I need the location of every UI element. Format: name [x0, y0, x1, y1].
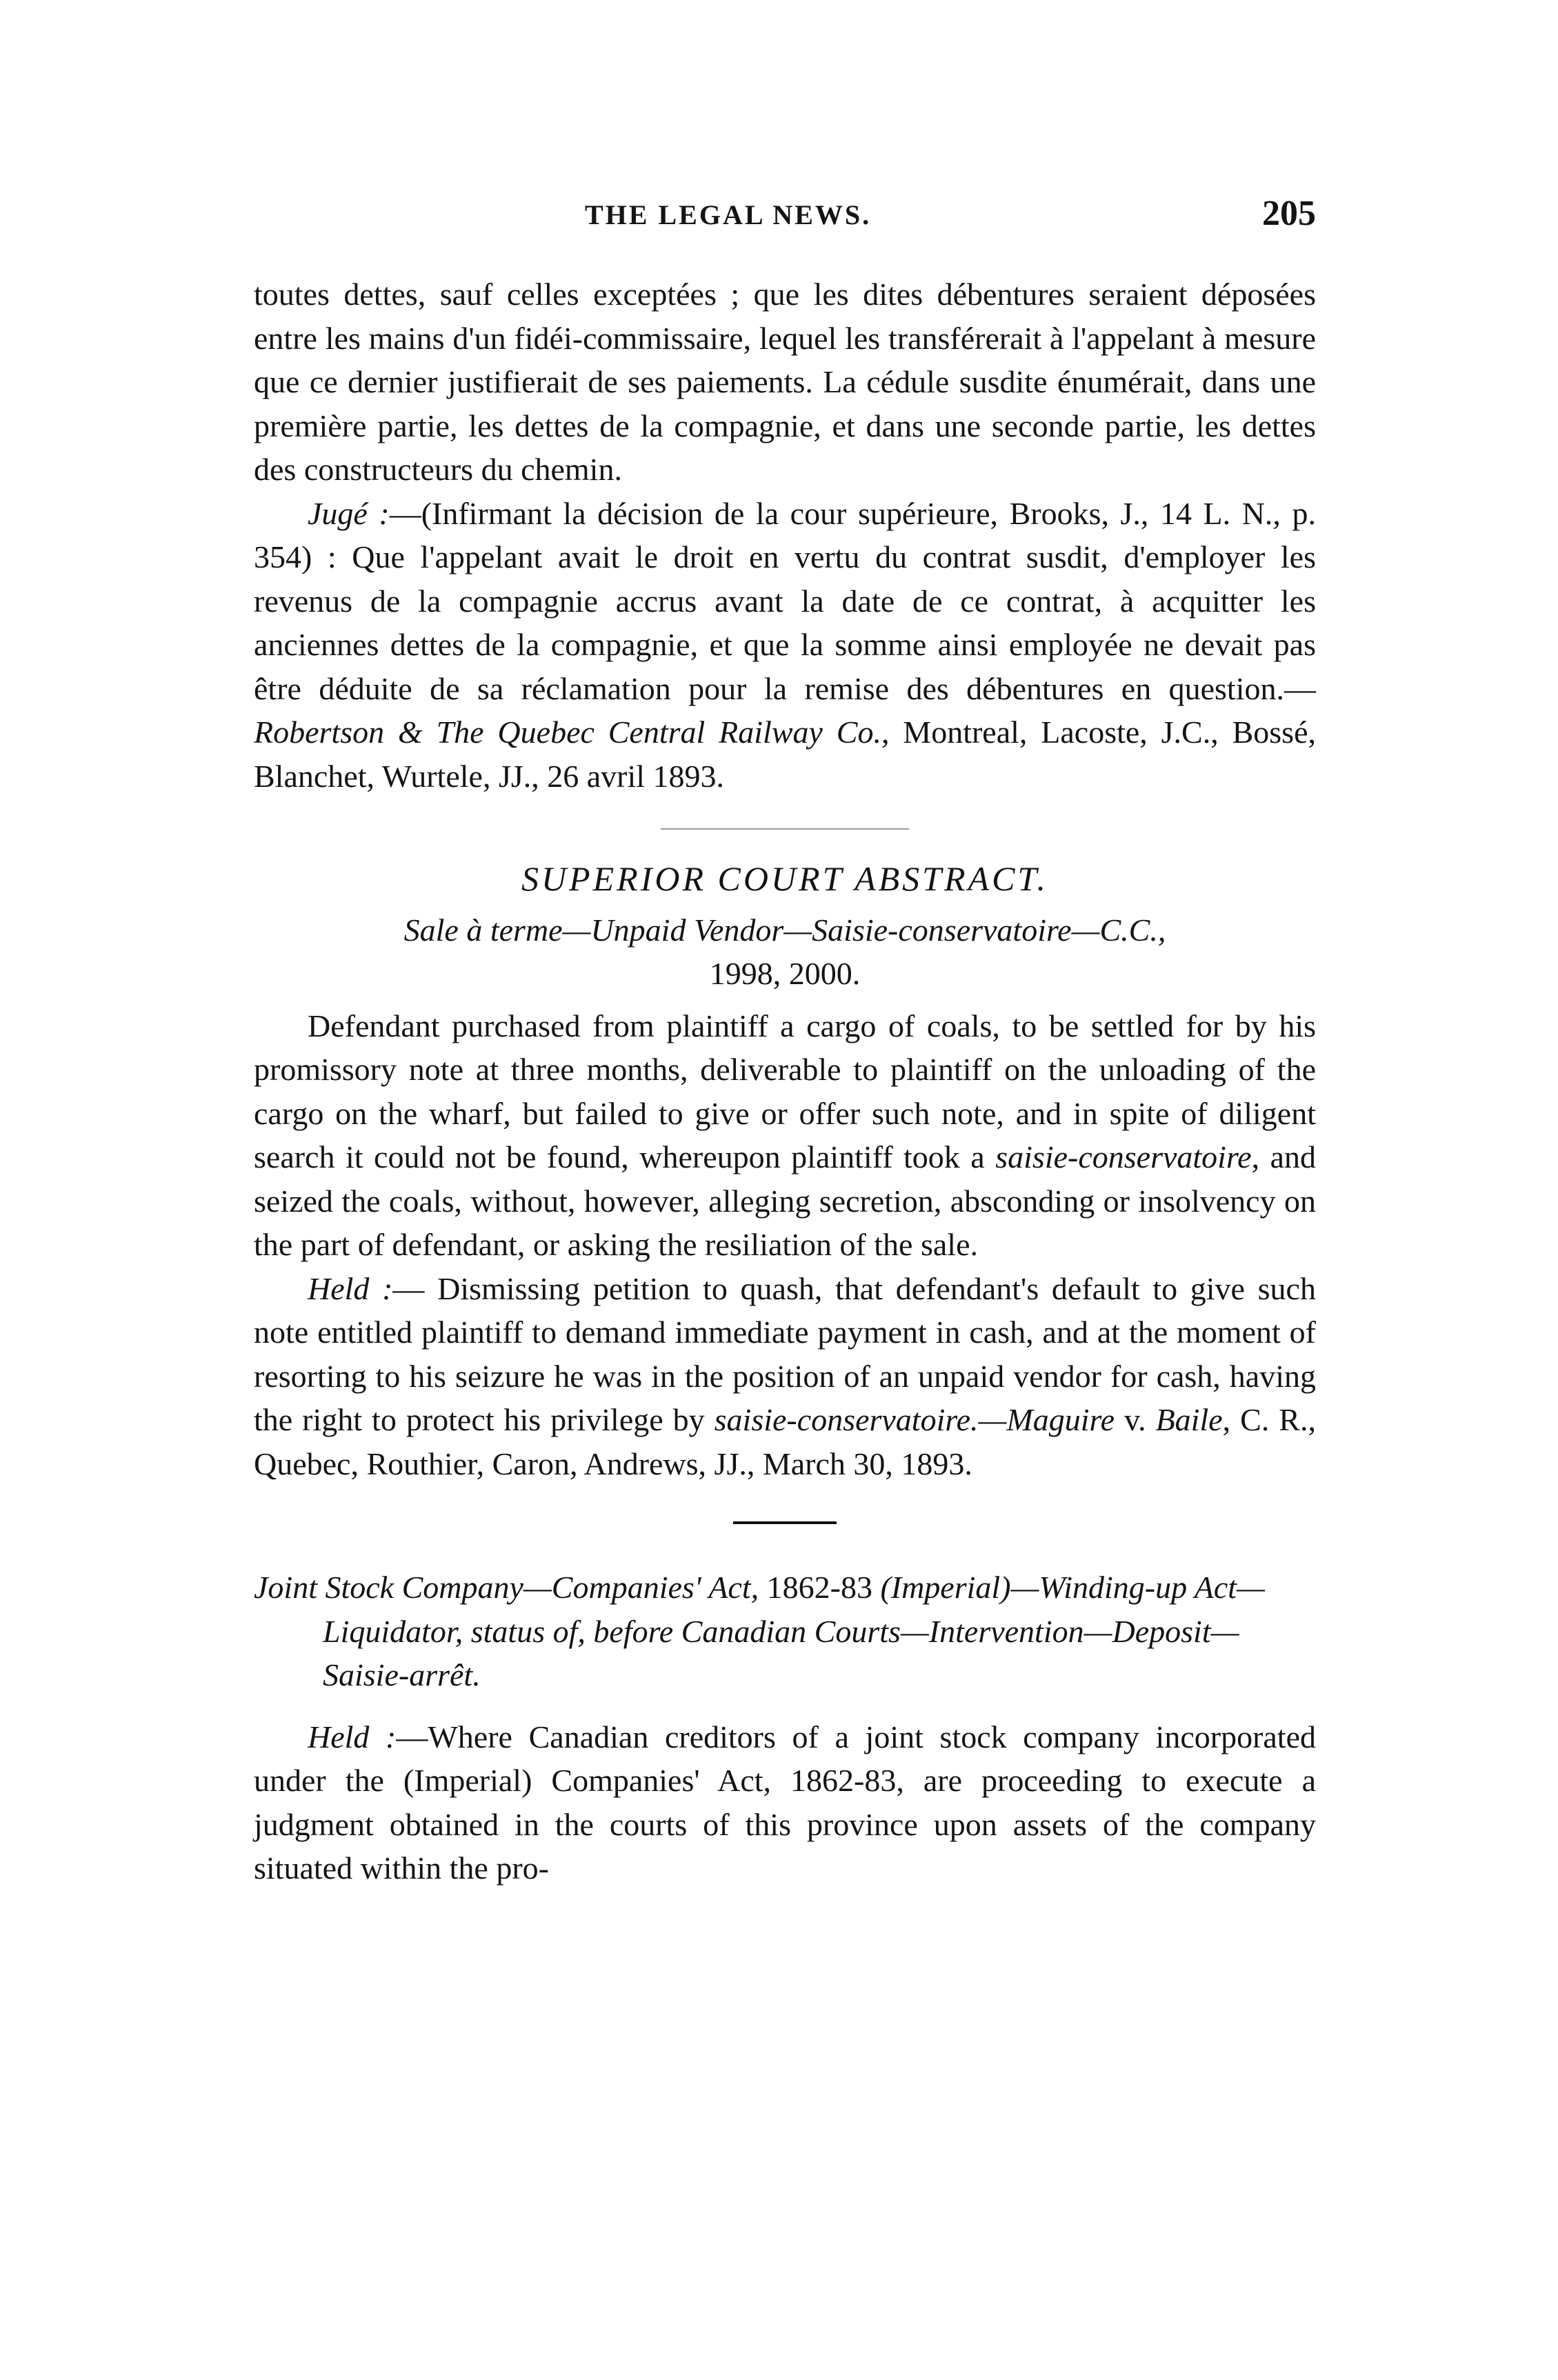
case1-citation: , Montreal, Lacoste, J.C., Bossé, Blanchet, Wurtele, JJ., 26 avril 1893. [254, 714, 1316, 794]
section-title: SUPERIOR COURT ABSTRACT. [521, 859, 1049, 898]
section-subject-articles: 1998, 2000. [709, 956, 861, 991]
body-text [254, 272, 1316, 1890]
case2-paragraph-2 [254, 1267, 1316, 1486]
case3-paragraph-1 [254, 1715, 1316, 1890]
case3-subject-2: (Imperial)—Winding-up Act—Liquidator, status of, before Canadian Courts—Intervention—Deposit—Saisie-arrêt. [323, 1570, 1265, 1692]
case2-paragraph-1 [254, 1004, 1316, 1267]
case1-paragraph-1: toutes dettes, sauf celles exceptées ; que les dites débentures seraient déposées entre les mains d'un fidéi-commissaire, lequel les transférerait à l'appelant à mesure que ce dernier justifierait de ses paiements. La cédule susdite énumérait, dans une première partie, les dettes de la compagnie, et dans une seconde partie, les dettes des constructeurs du chemin. [254, 277, 1316, 487]
case1-paragraph-2 [254, 492, 1316, 799]
case3-holding: —Where Canadian creditors of a joint stock company incorporated under the (Imperial) Companies' Act, 1862-83, are proceeding to execute a judgment obtained in the courts of this province upon assets of the company situated within the pro- [254, 1719, 1316, 1886]
case2-holding-v: v. [1115, 1402, 1156, 1437]
held-label-2: Held : [308, 1719, 397, 1754]
case1-holding: —(Infirmant la décision de la cour supérieure, Brooks, J., 14 L. N., p. 354) : Que l'appelant avait le droit en vertu du contrat susdit, d'employer les revenus de la compagnie accrus avant la date de ce contrat, à acquitter les anciennes dettes de la compagnie, et que la somme ainsi employée ne devait pas être déduite de sa réclamation pour la remise des débentures en question.— [254, 495, 1316, 706]
case-divider [733, 1521, 837, 1524]
case2-holding-term: saisie-conservatoire.—Maguire [714, 1402, 1115, 1437]
case3-subject-1: Joint Stock Company—Companies' Act, [254, 1570, 759, 1605]
case2-facts-term: saisie-conservatoire [995, 1139, 1252, 1174]
running-title: THE LEGAL NEWS. [585, 199, 872, 230]
page-number: 205 [1262, 194, 1316, 233]
page-header [254, 193, 1316, 248]
case3-subject-years: 1862-83 [759, 1570, 881, 1605]
case2-facts-a: Defendant purchased from plaintiff a cargo of coals, to be settled for by his promissory note at three months, deliverable to plaintiff on the unloading of the cargo on the wharf, but failed to give or offer such note, and in spite of diligent search it could not be found, whereupon plaintiff took a [254, 1008, 1316, 1174]
case1-case-name: Robertson & The Quebec Central Railway Co. [254, 714, 881, 750]
held-label: Held : [308, 1270, 393, 1306]
section-divider [661, 828, 909, 830]
section-subject-words: Sale à terme—Unpaid Vendor—Saisie-conservatoire—C.C., [403, 912, 1166, 948]
case3-subject [254, 1566, 1316, 1697]
juge-label: Jugé : [308, 495, 390, 531]
case2-holding-a: — Dismissing petition to quash, that defendant's default to give such note entitled plaintiff to demand immediate payment in cash, and at the moment of resorting to his seizure he was in the position of an unpaid vendor for cash, having the right to protect his privilege by [254, 1270, 1316, 1437]
section-subject [254, 908, 1316, 996]
case2-facts-b: , and seized the coals, without, however, alleging secretion, absconding or insolvency on the part of defendant, or asking the resiliation of the sale. [254, 1139, 1316, 1262]
case2-holding-party: Baile [1155, 1402, 1223, 1437]
case2-holding-b: , C. R., Quebec, Routhier, Caron, Andrews, JJ., March 30, 1893. [254, 1402, 1316, 1481]
page [254, 0, 1316, 2380]
